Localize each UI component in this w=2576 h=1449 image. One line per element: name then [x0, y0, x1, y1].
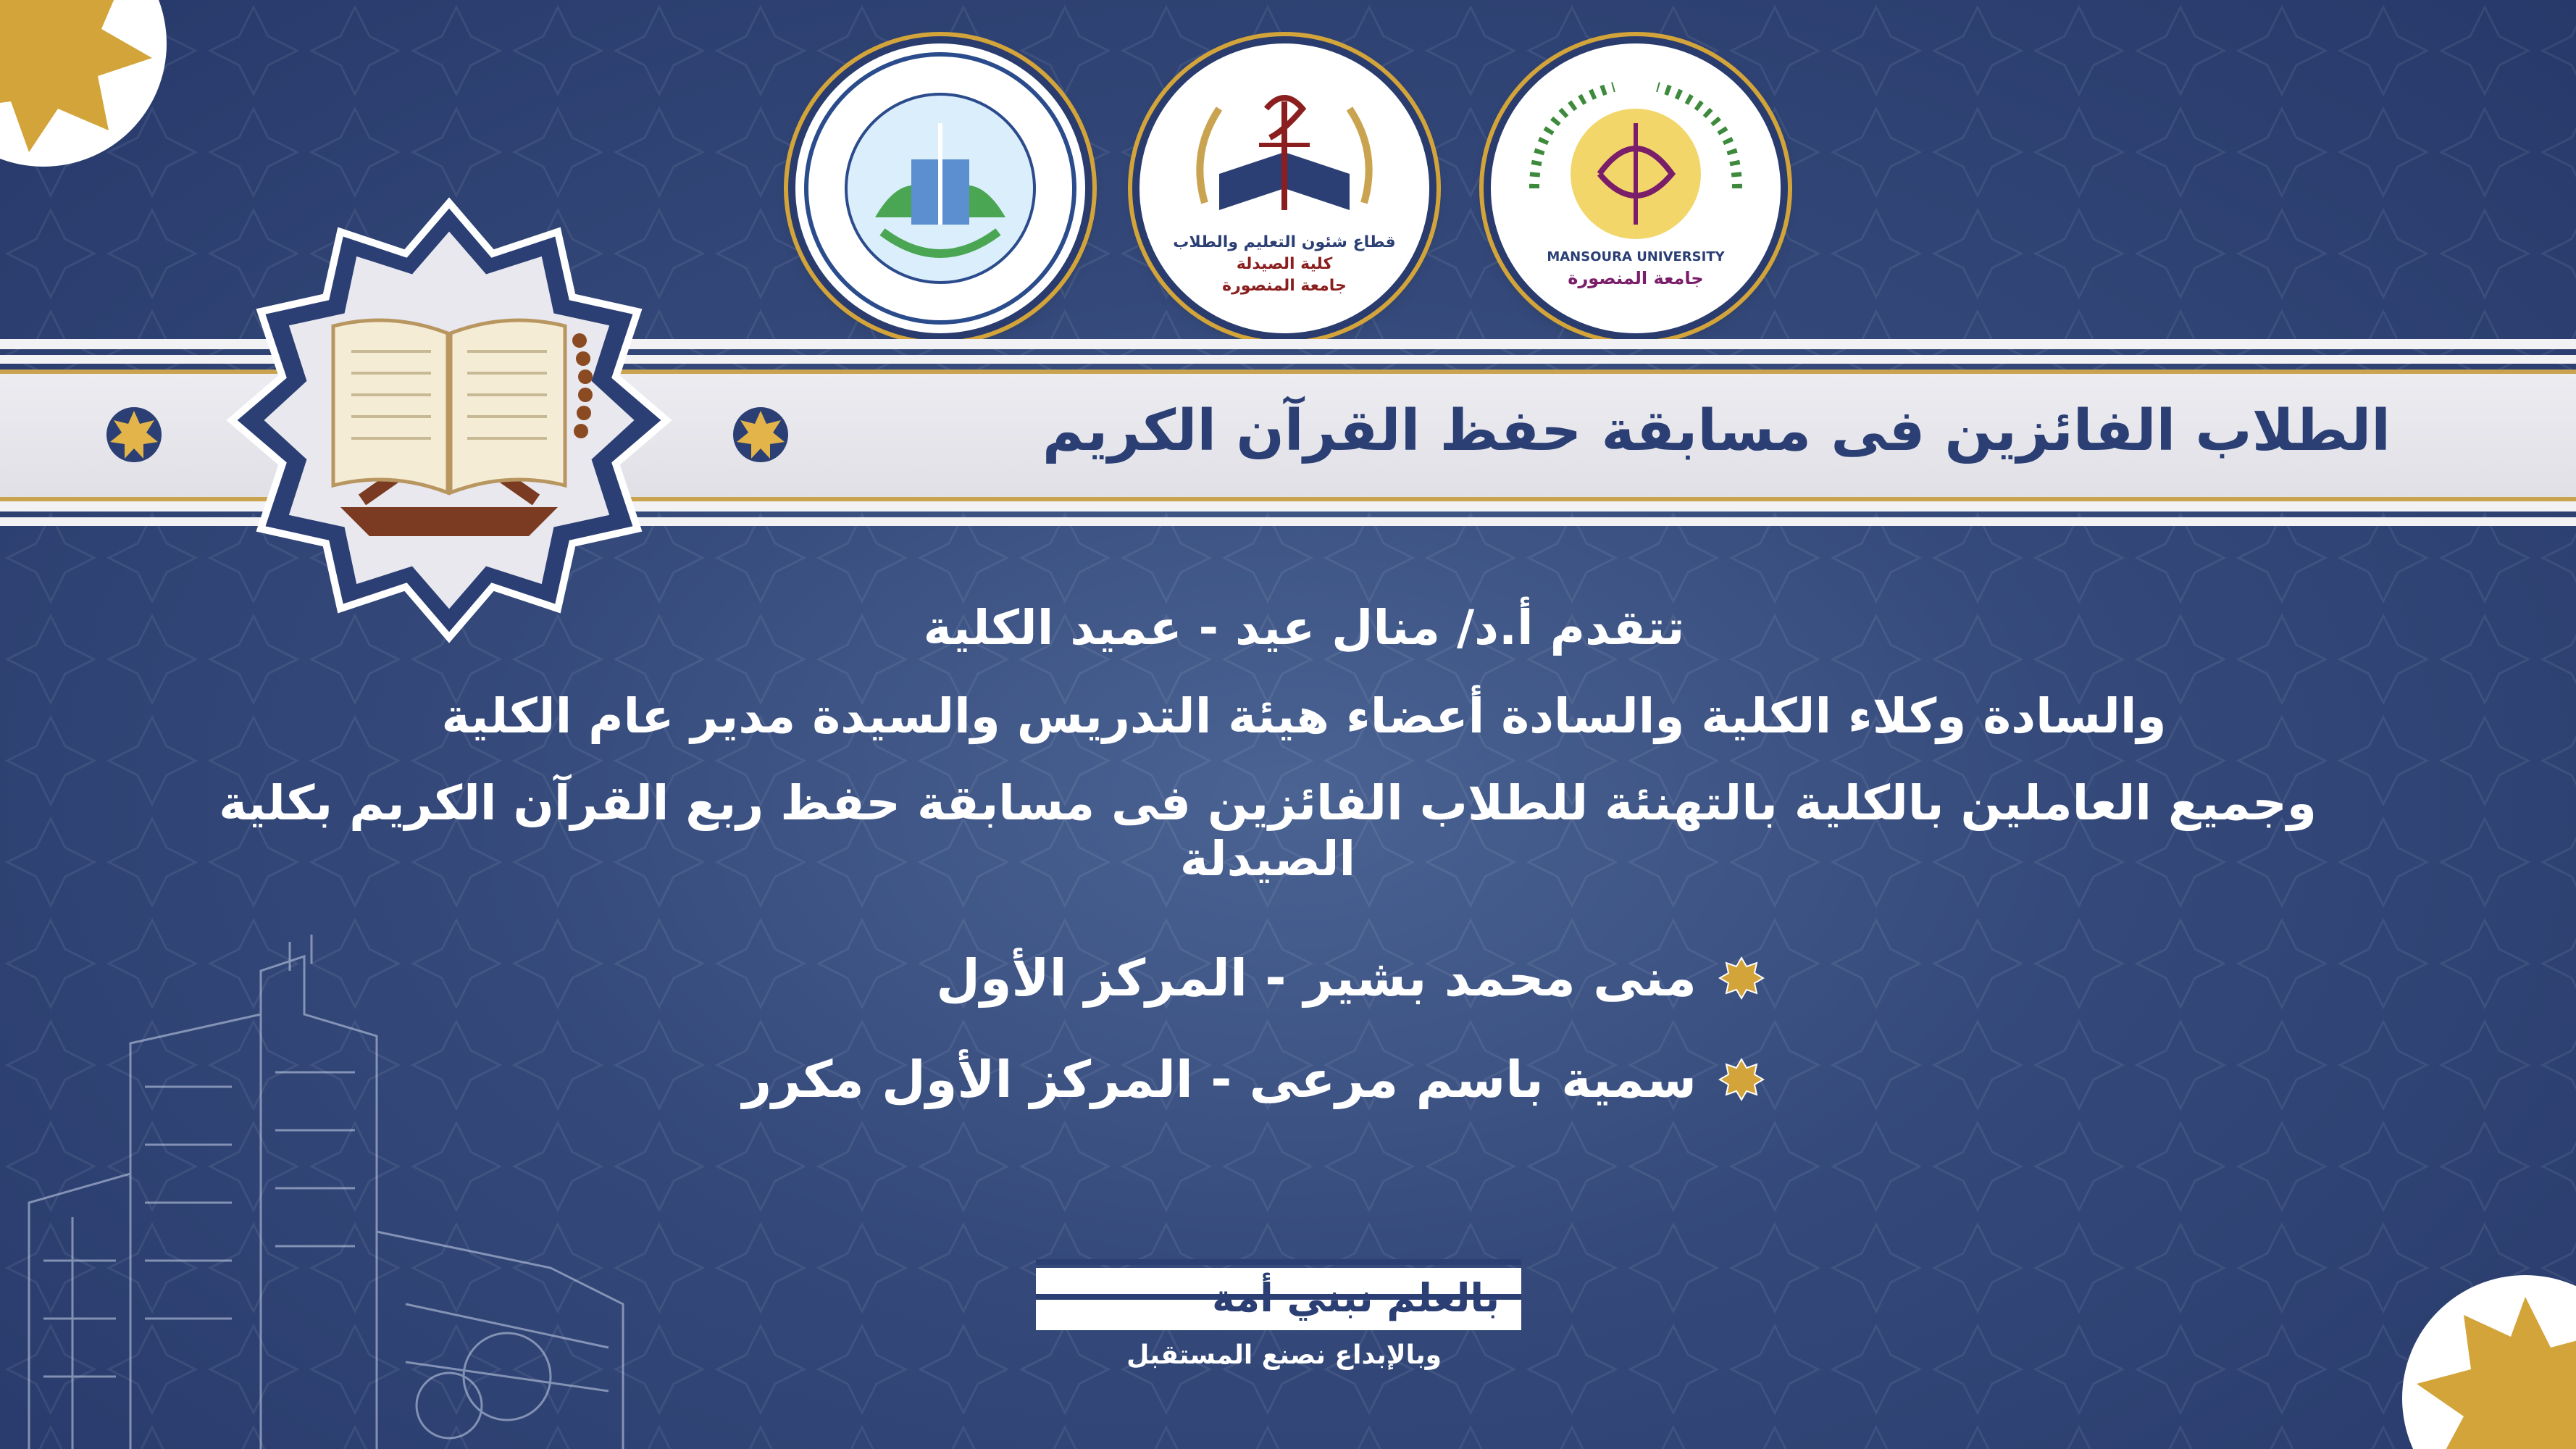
- list-item: [743, 927, 1765, 1029]
- congratulation-line-1: تتقدم أ.د/ منال عيد - عميد الكلية: [923, 600, 1685, 656]
- winners-list: [743, 927, 1765, 1130]
- slogan-main: بالعلم نبني أمة: [1212, 1275, 1500, 1321]
- logo-2-line3: جامعة المنصورة: [1222, 277, 1347, 295]
- winner-name: منى محمد بشير - المركز الأول: [936, 948, 1697, 1008]
- congratulation-line-3: وجميع العاملين بالكلية بالتهنئة للطلاب الفائزين فى مسابقة حفظ ربع القرآن الكريم بكلية الصيدلة: [219, 775, 2317, 887]
- mansoura-university-logo: [1491, 43, 1781, 333]
- logo-3-line2: جامعة المنصورة: [1568, 268, 1704, 288]
- list-item: [743, 1029, 1765, 1130]
- logo-2-line2: كلية الصيدلة: [1236, 255, 1333, 273]
- headline: الطلاب الفائزين فى مسابقة حفظ القرآن الكريم: [1042, 398, 2391, 464]
- community-service-sector-logo: [795, 43, 1085, 333]
- congratulation-line-2: والسادة وكلاء الكلية والسادة أعضاء هيئة التدريس والسيدة مدير عام الكلية: [441, 688, 2167, 744]
- logo-2-line1: قطاع شئون التعليم والطلاب: [1173, 233, 1396, 251]
- quran-icon: [217, 188, 681, 652]
- faculty-building-sketch: [0, 927, 637, 1449]
- gold-bullet-icon: [1718, 1056, 1765, 1103]
- corner-ornament-bottom-right: [2395, 1268, 2576, 1449]
- slogan-stripe: [1036, 1259, 1521, 1265]
- education-affairs-sector-logo: [1139, 43, 1429, 333]
- gold-bullet-icon: [1718, 955, 1765, 1001]
- logo-3-line1: MANSOURA UNIVERSITY: [1547, 249, 1725, 264]
- slogan-sub: وبالإبداع نصنع المستقبل: [1126, 1340, 1442, 1370]
- gold-star-icon: [101, 402, 167, 467]
- winner-name: سمية باسم مرعى - المركز الأول مكرر: [742, 1050, 1697, 1109]
